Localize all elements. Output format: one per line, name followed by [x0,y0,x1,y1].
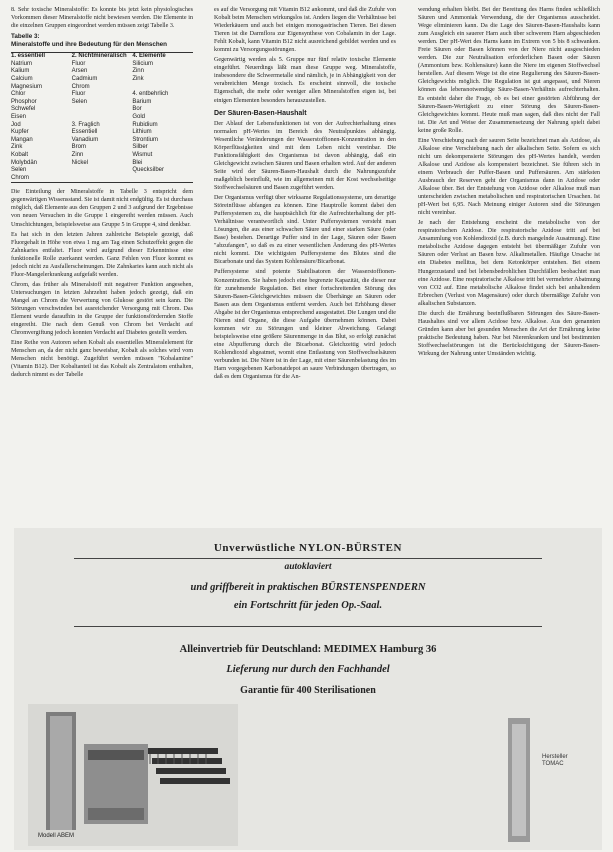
advertisement [14,528,602,850]
paragraph: Der Organismus verfügt über wirksame Regulationssysteme, um derartige Störeinflüsse abfangen zu können. Eine Hauptrolle kommt dabei den Puffersystemen zu, die hauptsächlich für die Aufrechterhaltung der pH-Verhältnisse verantwortlich sind. Unter Puffersystemen versteht man Lösungen, die aus einer schwachen Säure und einer starken Säure (oder Base) bestehen. Derartige Puffer sind in der Lage, Säuren oder Basen "abzufangen", so daß es zu einer wesentlichen Änderung des pH-Wertes nicht kommt. Die wichtigsten Puffersysteme des Blutes sind die Bicarbonate und das System Kohlensäure/Bicarbonat. [214,195,396,266]
divider [74,626,542,627]
table-cell: Silicium Zinn Zink 4. entbehrlich Barium Bor Gold Rubidium Lithium Strontium Silber Wismut Blei Quecksilber [132,60,169,174]
ad-title: Unverwüstliche NYLON-BÜRSTEN [213,542,403,554]
table-header: 2. Nichtmineralisch [71,53,127,60]
ad-text: ein Fortschritt für jeden Op.-Saal. [233,600,383,611]
column-3 [418,6,600,360]
ad-subtitle: autoklaviert [284,562,332,572]
paragraph: 8. Sehr toxische Mineralstoffe: Es konnte bis jetzt kein physiologisches Vorkommen dieser Mineralstoffe nicht bewiesen werden. Die Elemente in die einzelnen Gruppen eingeordnet werden müssen zeigt Tabelle 3. [11,7,193,30]
ad-text: Lieferung nur durch den Fachhandel [226,664,390,675]
table-cell: Fluor Arsen Cadmium Chrom Fluor Selen 3. Fraglich Essentiell Vanadium Brom Zinn Nickel [71,60,100,166]
table-header: 1. essentiell [11,53,46,60]
paragraph: Es hat sich in den letzten Jahren zahlreiche Beispiele gezeigt, daß Fluorgehalt in Höhe von etwa 1 mg am Tag einen Schutzeffekt gegen die Zahnkaries entfaltet. Fluor wird aufgrund dieser Erkenntnisse eine funktionelle Rolle zuerkannt werden. Ganz Fehlen von Fluor kommt es jedoch nicht zu Ausfallerscheinungen. Die Zahnkaries kann auch nicht als Fluor-Mangelerkrankung aufgefaßt werden. [11,231,193,278]
table-header: 4. Elemente [132,53,166,60]
paragraph: Eine Verschiebung nach der sauren Seite bezeichnet man als Azidose, als Alkalose eine Verschiebung nach der alkalischen Seite. Sofern es sich nicht um dekompensierte Störungen des pH-Wertes handelt, werden Alkalose und Azidose als kompensiert bezeichnet. Sie führen sich in einem Verbrauch der Puffer-Basen und Puffersäuren. Am stärksten Ausbrauch der Reserven geht der Organismus dann in Azidose oder Alkalose über. Bei der Entstehung von Azidose oder Alkalose muß man unterscheiden zwischen metabolischen und respiratorischen Ursachen. Ist pH-Wert bei 6,95. Nach Meinung einiger Autoren sind die Störungen nicht vereinbar. [418,137,600,217]
photo-caption: Modell ABEM [38,833,75,839]
mineral-table [11,52,193,183]
brush-dispenser-photo [28,704,238,846]
table-cell: Natrium Kalium Calcium Magnesium Chlor Phosphor Schwefel Eisen Jod Kupfer Mangan Zink Kobalt Molybdän Selen Chrom [11,60,43,181]
paragraph: Die Einteilung der Mineralstoffe in Tabelle 3 entspricht dem gegenwärtigen Wissensstand. Sie ist damit nicht endgültig. Es ist durchaus möglich, daß Elemente aus den Gruppen 2 und 3 aufgrund der Ergebnisse von neuen Versuchen in die Gruppe 1 eingereiht werden müssen. Auch Umschichtungen, beispielsweise aus Gruppe 5 in Gruppe 4, sind denkbar. [11,189,193,228]
table-title: Tabelle 3: Mineralstoffe und ihre Bedeutung für den Menschen [11,33,168,49]
section-heading: Der Säuren-Basen-Haushalt [214,109,307,117]
ad-text: und griffbereit in praktischen BÜRSTENSPENDERN [190,582,426,593]
paragraph: Eine Reihe von Autoren sehen Kobalt als essentielles Mineralelement für Menschen an, da der nicht ganz beweisbar, Kobalt als solches wird vom Menschen nicht benötigt. Zugeführt werden müssen "Kobalamine" (Vitamin B12). Der Kobaltanteil ist das Kobalt als Zentralatom enthalten, dadurch nimmt es der Tabelle [11,340,193,379]
divider [74,558,542,559]
product-bottle-photo [504,718,534,842]
column-1 [11,6,193,381]
ad-distributor: Alleinvertrieb für Deutschland: MEDIMEX Hamburg 36 [179,644,437,655]
manufacturer-logo: Hersteller TOMAC [542,754,568,767]
paragraph: Der Ablauf der Lebensfunktionen ist von der Aufrechterhaltung eines normalen pH-Wertes im Bereich des Neutralpunktes abhängig. Wesentliche Veränderungen der Wasserstoffionen-Konzentration in den Körperflüssigkeiten sind mit dem Leben nicht vereinbar. Die Funktionsfähigkeit des Organismus ist davon abhängig, daß ein Gleichgewicht zwischen Säuren und Basen erhalten wird. Auf der anderen Seite wird der Säuren-Basen-Haushalt durch die Nahrungszufuhr maßgeblich beeinflußt, wie im allgemeinen mit der Kost wechselseitige Stoffwechselsäuren und Basen zugeführt werden. [214,120,396,191]
paragraph: Puffersysteme sind potente Stabilisatoren der Wasserstoffionen-Konzentration. Sie haben jedoch eine begrenzte Kapazität, die dieser nur für zunehmende Regulation. Bei einer fortschreitenden Störung des Säuren-Basen-Gleichgewichtes müssen die Überhänge an Säuren oder Basen aus dem Organismus entfernt werden. Auch bei Erhöhung dieser Abgabe ist der Organismus entsprechend ausgestattet. Die Lungen und die Nieren sind Organe, die diese Aufgabe übernehmen können. Dabei kommen wir zu Störungen und kleiner Abweichung. Gelangt beispielsweise eine größere Säurenmenge in das Blut, so erfolgt zunächst eine Abpufferung durch die Bicarbonat. Gleichzeitig wird jedoch Kohlendioxid abgeatmet, womit eine Entlastung von Stoffwechselsäuren verbunden ist. Die Niere ist in der Lage, mit einer Säurenbelastung des im Harn vorgegebenen Karbonatdepot an saure Verbindungen übertragen, so daß es dem Organismus für die An- [214,269,396,381]
paragraph: wendung erhalten bleibt. Bei der Bereitung des Harns finden schließlich Säuren und Ammoniak Verwendung, die der Organismus ausscheidet. Wege eliminieren kann. Da die Lage des Säuren-Basen-Haushalts kann zum Ausgleich ein sauerer Harn auch über schwerem Harn abgeschieden werden. Der pH-Wert des Harns kann im Extrem von 5 bis 8 schwanken. Freie Säuren oder Basen können von der Niere nicht ausgeschieden werden. Die zur Neutralisation erforderlichen Basen oder Säuren (Ammonium bzw. Kohlensäure) kann die Niere im eigenen Stoffwechsel herstellen. Auf diesem Wege ist die eine Regulierung des Säuren-Basen-Gleichgewichts möglich. Die Regulation ist gut angepasst, und Nieren können das lebensnotwendige Säure-Basen-Verhältnis aufrechterhalten. Es entsteht daher die Frage, ob es bei einer gestörten Abführung der Säuren-Basen-Wertigkeit zu einer Störung des Säuren-Basen-Gleichgewichtes kommt. Heute muß man sagen, daß dies nicht der Fall ist. Die Art und Weise der Zusammensetzung der Nahrung spielt dabei keine große Rolle. [418,7,600,134]
paragraph: Chrom, das früher als Mineralstoff mit negativer Funktion angesehen, Untersuchungen in letzten Jahrzehnt haben jedoch gezeigt, daß ein Mangel an Chrom die Verwertung von Glukose gestört sein kann. Die Störungen verschwinden bei ausreichender Versorgung mit Chrom. Das Element wurde daraufhin in die Gruppe der funktionsfördernden Stoffe eingereiht. Die nach dem Genuß von Chrom bei Verdacht auf Chromvergiftung jedoch konnten Verdacht auf Diabetes gestellt werden. [11,281,193,337]
ad-guarantee: Garantie für 400 Sterilisationen [240,685,376,696]
paragraph: Je nach der Entstehung erscheint die metabolische von der respiratorischen Azidose. Die respiratorische Azidose tritt auf bei Ansammlung von Kohlendioxid (z.B. durch mangelnde Ausatmung). Eine metabolische Azidose dagegen entsteht bei übermäßiger Zufuhr von Säuren oder Verlust an Basen bzw. Alkalimetallen. Häufige Ursache ist ein Diabetes mellitus, bei dem Ketonkörper entstehen. Bei einem Hungerzustand und bei lebensbedrohlichen Durchfällen beobachtet man eine Azidose. Eine respiratorische Alkalose tritt bei vermehrter Abatmung von CO2 auf. Eine metabolische Alkalose findet sich bei anhaltendem Erbrechen (Verlust von Magensäure) oder durch übermäßige Zufuhr von alkalischen Substanzen. [418,220,600,307]
paragraph: Gegenwärtig werden als 5. Gruppe nur fünf relativ toxische Elemente eingeführt. Neuerdings läßt man diese Gruppe weg. Mineralstoffe, insbesondere die Schwermetalle sind nämlich, je in Abhängigkeit von der verabreichten Menge toxisch. Es erscheint sinnvoll, die toxische Eigenschaft, die mehr oder weniger allen Mineralstoffen eigen ist, bei einigen Elementen besonders herauszustellen. [214,57,396,104]
paragraph: Die durch die Ernährung beeinflußbaren Störungen des Säure-Basen-Haushaltes sind vor allem Acidose bzw. Alkalose. Aus den genannten Gründen kann aber bei gesunden Menschen die Art der Ernährung keine praktische Bedeutung haben. Nur bei Nierenkranken und bei bestimmten Stoffwechselstörungen ist die Berücksichtigung der Säuren-Basen-Wirkung der Nahrung unter Umständen wichtig. [418,310,600,357]
paragraph: es auf die Versorgung mit Vitamin B12 ankommt, und daß die Zufuhr von Kobalt beim Menschen wirkungslos ist. Anders liegen die Verhältnisse bei Wiederkäuern und auch bei einigen monogastrischen Tieren. Bei diesen Tieren ist die Darmflora zur Eigensynthese von Cobalamin in der Lage. Fehlt Kobalt, kann Vitamin B12 nicht ausreichend gebildet werden und es kommt zu Versorgungsstörungen. [214,7,396,54]
column-2 [214,6,396,383]
